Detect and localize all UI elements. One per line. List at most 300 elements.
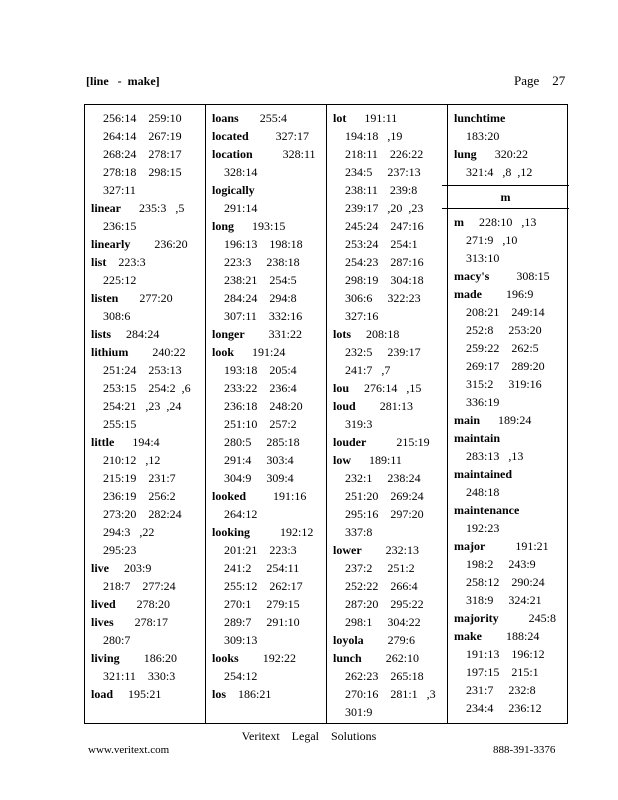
index-entry [91,253,205,271]
page-line-refs: 240:22 [128,345,186,359]
index-entry-continuation [91,505,205,523]
index-entry-continuation [91,379,205,397]
index-term: logically [212,183,255,197]
page-line-refs: 306:6 322:23 [345,291,421,305]
index-term: low [333,453,351,467]
page-line-refs: 189:11 [351,453,402,467]
page-line-refs: 218:7 277:24 [103,579,176,593]
page-line-refs: 208:21 249:14 [466,305,545,319]
index-entry-continuation [91,469,205,487]
index-column-1 [85,105,206,723]
index-term: longer [212,327,245,341]
index-entry [454,537,569,555]
page-line-refs: 313:10 [466,251,500,265]
index-entry-continuation [212,307,326,325]
index-entry-continuation [333,163,447,181]
index-entry-continuation [333,523,447,541]
page-line-refs: 239:17 ,20 ,23 [345,201,424,215]
page-line-refs: 191:16 [246,489,307,503]
page-line-refs: 284:24 294:8 [224,291,297,305]
page-line-refs: 238:21 254:5 [224,273,297,287]
page-line-refs: 236:20 [130,237,188,251]
index-entry-continuation [333,253,447,271]
index-term: loud [333,399,356,413]
page-line-refs: 287:20 295:22 [345,597,424,611]
page-line-refs: 231:7 232:8 [466,683,536,697]
page-line-refs: 197:15 215:1 [466,665,539,679]
index-entry [454,627,569,645]
page-line-refs: 262:23 265:18 [345,669,424,683]
index-entry-continuation [333,703,447,721]
page-line-refs: 271:9 ,10 [466,233,518,247]
footer-phone: 888-391-3376 [493,744,556,756]
index-term: made [454,287,482,301]
page-line-refs: 318:9 324:21 [466,593,542,607]
index-entry-continuation [91,181,205,199]
page-line-refs: 269:17 289:20 [466,359,545,373]
page-line-refs: 294:3 ,22 [103,525,155,539]
index-term: maintained [454,467,513,481]
page-line-refs: 251:10 257:2 [224,417,297,431]
index-entry-continuation [454,393,569,411]
page-line-refs: 277:20 [118,291,173,305]
page-line-refs: 255:12 262:17 [224,579,303,593]
index-term: lunchtime [454,111,506,125]
index-entry-continuation [91,271,205,289]
index-entry-continuation [454,555,569,573]
page-line-refs: 291:14 [224,201,258,215]
page-line-refs: 223:3 [106,255,146,269]
index-term: little [91,435,115,449]
index-entry-continuation [212,253,326,271]
page-line-refs: 315:2 319:16 [466,377,542,391]
page-line-refs: 183:20 [466,129,500,143]
page-line-refs: 259:22 262:5 [466,341,539,355]
index-entry-continuation [212,667,326,685]
page-line-refs: 218:11 226:22 [345,147,424,161]
index-entry-continuation [212,271,326,289]
index-term: major [454,539,486,553]
index-entry [91,343,205,361]
page-line-refs: 245:24 247:16 [345,219,424,233]
index-entry-continuation [212,595,326,613]
index-term: linearly [91,237,131,251]
index-entry-continuation [333,361,447,379]
page-line-refs: 241:7 ,7 [345,363,391,377]
index-entry-continuation [91,127,205,145]
index-entry-continuation [212,433,326,451]
index-entry-continuation [333,577,447,595]
page-line-refs: 281:13 [355,399,414,413]
index-entry [212,145,326,163]
index-term: maintenance [454,503,520,517]
index-entry-continuation [454,591,569,609]
index-entry-continuation [212,289,326,307]
index-entry-continuation [333,613,447,631]
page-range-header: [line - make] [86,74,160,88]
page-line-refs: 208:18 [351,327,400,341]
index-term: load [91,687,114,701]
index-entry-continuation [212,235,326,253]
page-line-refs: 321:4 ,8 ,12 [466,165,533,179]
index-entry-continuation [212,631,326,649]
index-entry [91,433,205,451]
index-entry-continuation [333,469,447,487]
page-line-refs: 256:14 259:10 [103,111,182,125]
index-entry [212,109,326,127]
page-line-refs: 301:9 [345,705,373,719]
index-entry [454,609,569,627]
index-entry-continuation [212,613,326,631]
index-term: lung [454,147,477,161]
index-entry-continuation [454,163,569,181]
index-entry [212,217,326,235]
index-entry-continuation [212,415,326,433]
index-entry-continuation [91,163,205,181]
index-entry-continuation [454,447,569,465]
page-line-refs: 215:19 [366,435,430,449]
index-entry-continuation [454,645,569,663]
page-line-refs: 238:11 239:8 [345,183,418,197]
page-line-refs: 264:14 267:19 [103,129,182,143]
page-line-refs: 245:8 [498,611,556,625]
page-line-refs: 237:2 251:2 [345,561,415,575]
index-entry-continuation [212,199,326,217]
index-entry-continuation [454,573,569,591]
index-term: lot [333,111,347,125]
page-line-refs: 328:11 [252,147,316,161]
page-line-refs: 262:10 [361,651,420,665]
page-line-refs: 319:3 [345,417,373,431]
index-entry [91,613,205,631]
page-line-refs: 248:18 [466,485,500,499]
index-term: look [212,345,235,359]
index-entry-continuation [212,505,326,523]
page-line-refs: 186:21 [226,687,272,701]
page-line-refs: 192:12 [250,525,314,539]
index-entry-continuation [91,307,205,325]
page-line-refs: 320:22 [476,147,529,161]
index-entry-continuation [333,487,447,505]
page-line-refs: 252:22 266:4 [345,579,418,593]
index-term: loans [212,111,239,125]
index-entry [333,631,447,649]
index-entry [333,379,447,397]
index-entry [212,685,326,703]
page-line-refs: 254:23 287:16 [345,255,424,269]
page-line-refs: 203:9 [109,561,152,575]
index-entry-continuation [91,667,205,685]
index-term: lithium [91,345,129,359]
index-term: looked [212,489,247,503]
page-line-refs: 253:15 254:2 ,6 [103,381,191,395]
index-term: linear [91,201,121,215]
page-line-refs: 233:22 236:4 [224,381,297,395]
index-entry-continuation [333,145,447,163]
index-entry [212,181,326,199]
index-term: los [212,687,227,701]
page-line-refs: 193:18 205:4 [224,363,297,377]
index-entry [454,109,569,127]
page-line-refs: 194:4 [114,435,160,449]
page-line-refs: 298:19 304:18 [345,273,424,287]
page-line-refs: 223:3 238:18 [224,255,300,269]
index-entry-continuation [212,577,326,595]
index-term: lou [333,381,350,395]
index-entry-continuation [91,145,205,163]
index-entry [91,199,205,217]
index-entry-continuation [212,361,326,379]
page-line-refs: 192:23 [466,521,500,535]
page-line-refs: 210:12 ,12 [103,453,161,467]
page-line-refs: 270:1 279:15 [224,597,300,611]
index-term: lives [91,615,114,629]
index-entry [454,213,569,231]
index-entry-continuation [454,699,569,717]
page-line-refs: 280:5 285:18 [224,435,300,449]
page-line-refs: 321:11 330:3 [103,669,176,683]
page-line-refs: 268:24 278:17 [103,147,182,161]
page-line-refs: 283:13 ,13 [466,449,524,463]
index-entry-continuation [333,235,447,253]
page-line-refs: 298:1 304:22 [345,615,421,629]
page-line-refs: 255:15 [103,417,137,431]
page-line-refs: 186:20 [119,651,178,665]
index-entry [212,487,326,505]
page-line-refs: 215:19 231:7 [103,471,176,485]
index-entry-continuation [333,667,447,685]
page-line-refs: 308:6 [103,309,131,323]
page-line-refs: 328:14 [224,165,258,179]
index-entry-continuation [454,303,569,321]
page-line-refs: 327:16 [345,309,379,323]
page-line-refs: 289:7 291:10 [224,615,300,629]
page-line-refs: 309:13 [224,633,258,647]
page-line-refs: 235:3 ,5 [121,201,185,215]
index-entry [454,501,569,519]
index-term: live [91,561,109,575]
index-entry [91,289,205,307]
index-entry-continuation [333,289,447,307]
page-line-refs: 251:20 269:24 [345,489,424,503]
index-entry-continuation [91,217,205,235]
page-line-refs: 279:6 [363,633,416,647]
index-entry [91,325,205,343]
page-line-refs: 264:12 [224,507,258,521]
index-entry-continuation [454,483,569,501]
index-term: macy's [454,269,490,283]
index-term: m [454,215,464,229]
index-entry-continuation [454,357,569,375]
index-entry [91,235,205,253]
page-line-refs: 234:4 236:12 [466,701,542,715]
index-entry-continuation [454,231,569,249]
index-entry [454,145,569,163]
index-entry-continuation [454,127,569,145]
page-line-refs: 191:13 196:12 [466,647,545,661]
index-entry-continuation [333,685,447,703]
index-entry-continuation [333,307,447,325]
index-entry-continuation [454,519,569,537]
page-line-refs: 308:15 [489,269,550,283]
page-line-refs: 234:5 237:13 [345,165,421,179]
page-line-refs: 232:1 238:24 [345,471,421,485]
index-term: make [454,629,482,643]
page-line-refs: 295:16 297:20 [345,507,424,521]
page-line-refs: 201:21 223:3 [224,543,297,557]
page-line-refs: 337:8 [345,525,373,539]
page-line-refs: 241:2 254:11 [224,561,300,575]
index-entry-continuation [333,271,447,289]
index-term: list [91,255,107,269]
index-term: living [91,651,120,665]
page-line-refs: 254:12 [224,669,258,683]
page-line-refs: 252:8 253:20 [466,323,542,337]
footer-company: Veritext Legal Solutions [241,729,377,743]
page-line-refs: 278:20 [115,597,171,611]
index-entry [333,451,447,469]
index-entry-continuation [212,379,326,397]
index-entry [333,649,447,667]
index-entry [333,541,447,559]
index-entry-continuation [454,321,569,339]
index-entry-continuation [91,631,205,649]
index-entry [91,559,205,577]
page-line-refs: 258:12 290:24 [466,575,545,589]
page-line-refs: 278:17 [113,615,169,629]
page-line-refs: 276:14 ,15 [349,381,422,395]
index-term: main [454,413,481,427]
page-line-refs: 191:24 [234,345,286,359]
index-entry-continuation [91,487,205,505]
index-entry-continuation [91,541,205,559]
index-entry-continuation [212,559,326,577]
page-line-refs: 255:4 [238,111,288,125]
index-entry-continuation [91,109,205,127]
index-entry-continuation [333,217,447,235]
index-entry [454,429,569,447]
index-entry-continuation [333,559,447,577]
index-column-3 [327,105,448,723]
page-line-refs: 236:19 256:2 [103,489,176,503]
page-line-refs: 278:18 298:15 [103,165,182,179]
page-line-refs: 193:15 [234,219,286,233]
page-line-refs: 331:22 [244,327,303,341]
page-line-refs: 327:11 [103,183,136,197]
page-line-refs: 284:24 [111,327,160,341]
page-line-refs: 254:21 ,23 ,24 [103,399,182,413]
index-term: location [212,147,253,161]
index-entry-continuation [333,343,447,361]
index-entry-continuation [212,469,326,487]
index-entry [454,285,569,303]
index-entry-continuation [212,163,326,181]
index-column-2 [206,105,327,723]
index-entry [212,523,326,541]
index-entry-continuation [454,663,569,681]
page-line-refs: 232:13 [361,543,419,557]
index-entry [91,649,205,667]
index-entry [91,685,205,703]
index-entry [212,649,326,667]
page-line-refs: 198:2 243:9 [466,557,536,571]
page-line-refs: 196:13 198:18 [224,237,303,251]
index-term: lots [333,327,351,341]
index-term: located [212,129,249,143]
index-entry [333,109,447,127]
index-entry [333,325,447,343]
index-entry-continuation [454,249,569,267]
page-line-refs: 188:24 [482,629,540,643]
page-line-refs: 291:4 303:4 [224,453,294,467]
page-line-refs: 251:24 253:13 [103,363,182,377]
page-line-refs: 307:11 332:16 [224,309,303,323]
page-line-refs: 189:24 [480,413,532,427]
index-term: majority [454,611,499,625]
index-entry-continuation [91,361,205,379]
page-line-refs: 327:17 [248,129,309,143]
index-term: lunch [333,651,362,665]
index-entry-continuation [212,541,326,559]
index-term: loyola [333,633,364,647]
index-entry-continuation [212,397,326,415]
index-entry-continuation [91,415,205,433]
page-line-refs: 304:9 309:4 [224,471,294,485]
index-entry-continuation [333,595,447,613]
page-line-refs: 336:19 [466,395,500,409]
index-entry-continuation [454,375,569,393]
index-entry-continuation [212,451,326,469]
index-entry-continuation [333,505,447,523]
index-entry [454,465,569,483]
word-index-table [84,104,568,724]
page-line-refs: 236:15 [103,219,137,233]
page-line-refs: 194:18 ,19 [345,129,403,143]
page-line-refs: 232:5 239:17 [345,345,421,359]
page-line-refs: 192:22 [238,651,297,665]
index-entry-continuation [91,397,205,415]
page-line-refs: 236:18 248:20 [224,399,303,413]
index-term: lists [91,327,112,341]
index-term: lived [91,597,116,611]
page-line-refs: 195:21 [113,687,162,701]
index-column-4 [448,105,569,723]
index-entry-continuation [333,199,447,217]
index-term: long [212,219,235,233]
page-line-refs: 191:11 [346,111,398,125]
page-number: Page 27 [514,73,566,88]
page-line-refs: 196:9 [482,287,534,301]
index-term: looking [212,525,251,539]
index-entry-continuation [91,523,205,541]
index-entry [454,411,569,429]
index-term: louder [333,435,367,449]
index-entry [212,127,326,145]
index-entry [333,433,447,451]
index-term: lower [333,543,362,557]
letter-section-header: m [442,185,569,209]
index-entry [212,343,326,361]
index-entry-continuation [91,451,205,469]
footer-website: www.veritext.com [88,744,170,756]
page-line-refs: 191:21 [485,539,549,553]
index-entry-continuation [333,415,447,433]
page-line-refs: 295:23 [103,543,137,557]
index-term: listen [91,291,119,305]
index-entry-continuation [91,577,205,595]
index-term: maintain [454,431,501,445]
index-entry-continuation [454,681,569,699]
